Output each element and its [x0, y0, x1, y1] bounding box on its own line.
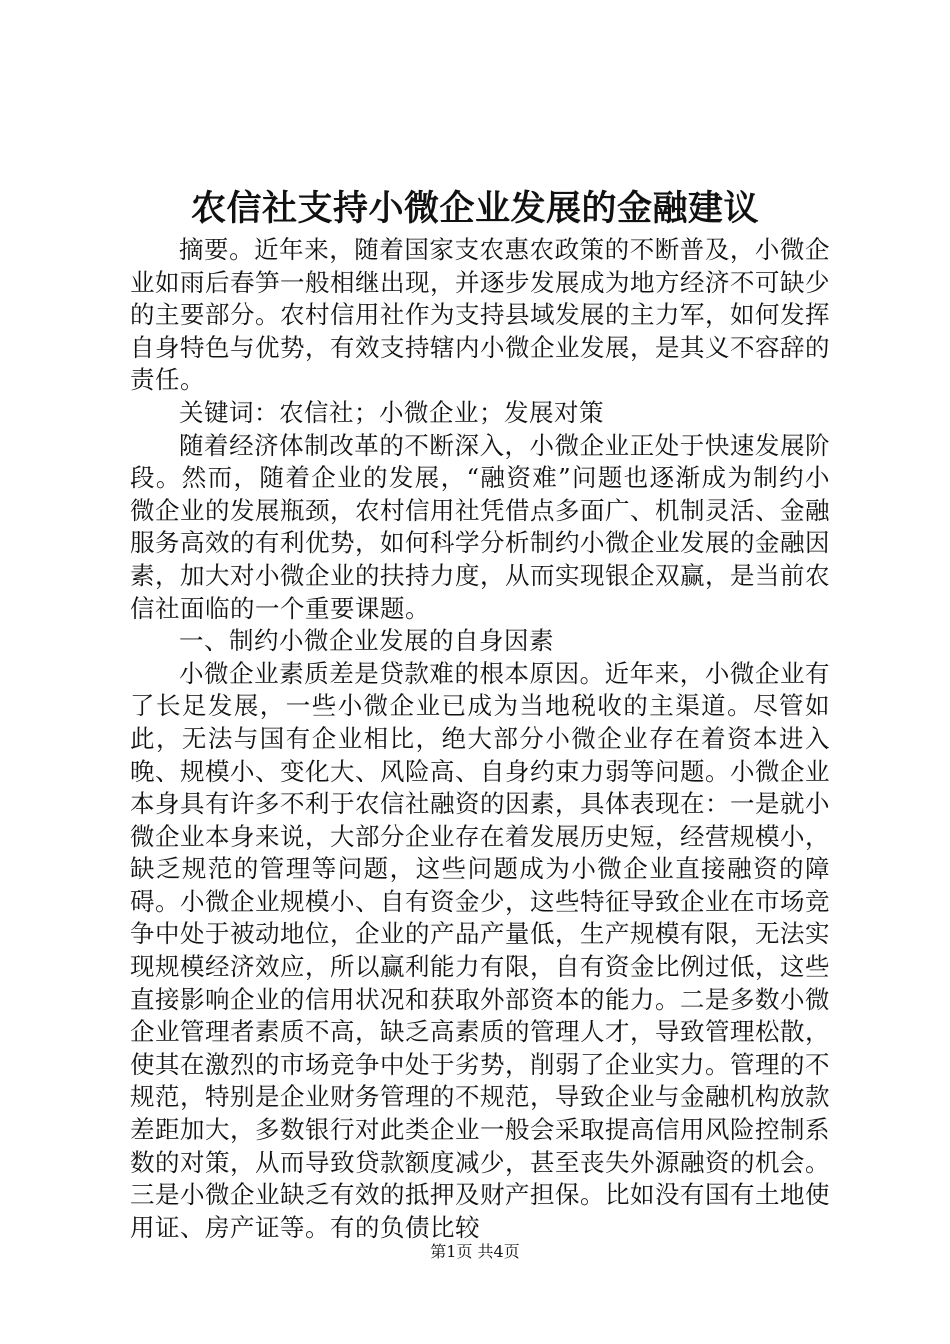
page-footer: 第1页 共4页	[430, 1242, 520, 1261]
abstract-paragraph: 摘要。近年来，随着国家支农惠农政策的不断普及，小微企业如雨后春笋一般相继出现，并逐步发展成为地方经济不可缺少的主要部分。农村信用社作为支持县域发展的主力军，如何发挥自身特色与优势，有效支持辖内小微企业发展，是其义不容辞的责任。	[130, 235, 830, 395]
document-title: 农信社支持小微企业发展的金融建议	[190, 188, 759, 229]
section-paragraph: 小微企业素质差是贷款难的根本原因。近年来，小微企业有了长足发展，一些小微企业已成为当地税收的主渠道。尽管如此，无法与国有企业相比，绝大部分小微企业存在着资本进入晚、规模小、变化大、风险高、自身约束力弱等问题。小微企业本身具有许多不利于农信社融资的因素，具体表现在：一是就小微企业本身来说，大部分企业存在着发展历史短，经营规模小，缺乏规范的管理等问题，这些问题成为小微企业直接融资的障碍。小微企业规模小、自有资金少，这些特征导致企业在市场竞争中处于被动地位，企业的产品产量低，生产规模有限，无法实现规模经济效应，所以赢利能力有限，自有资金比例过低，这些直接影响企业的信用状况和获取外部资本的能力。二是多数小微企业管理者素质不高，缺乏高素质的管理人才，导致管理松散，使其在激烈的市场竞争中处于劣势，削弱了企业实力。管理的不规范，特别是企业财务管理的不规范，导致企业与金融机构放款差距加大，多数银行对此类企业一般会采取提高信用风险控制系数的对策，从而导致贷款额度减少，甚至丧失外源融资的机会。三是小微企业缺乏有效的抵押及财产担保。比如没有国有土地使用证、房产证等。有的负债比较	[130, 658, 830, 1242]
keywords-paragraph: 关键词：农信社；小微企业；发展对策	[179, 397, 604, 427]
intro-paragraph: 随着经济体制改革的不断深入，小微企业正处于快速发展阶段。然而，随着企业的发展，“融资难”问题也逐渐成为制约小微企业的发展瓶颈，农村信用社凭借点多面广、机制灵活、金融服务高效的有利优势，如何科学分析制约小微企业发展的金融因素，加大对小微企业的扶持力度，从而实现银企双赢，是当前农信社面临的一个重要课题。	[130, 430, 830, 623]
section-heading: 一、制约小微企业发展的自身因素	[179, 626, 554, 656]
document-body	[130, 234, 830, 1244]
